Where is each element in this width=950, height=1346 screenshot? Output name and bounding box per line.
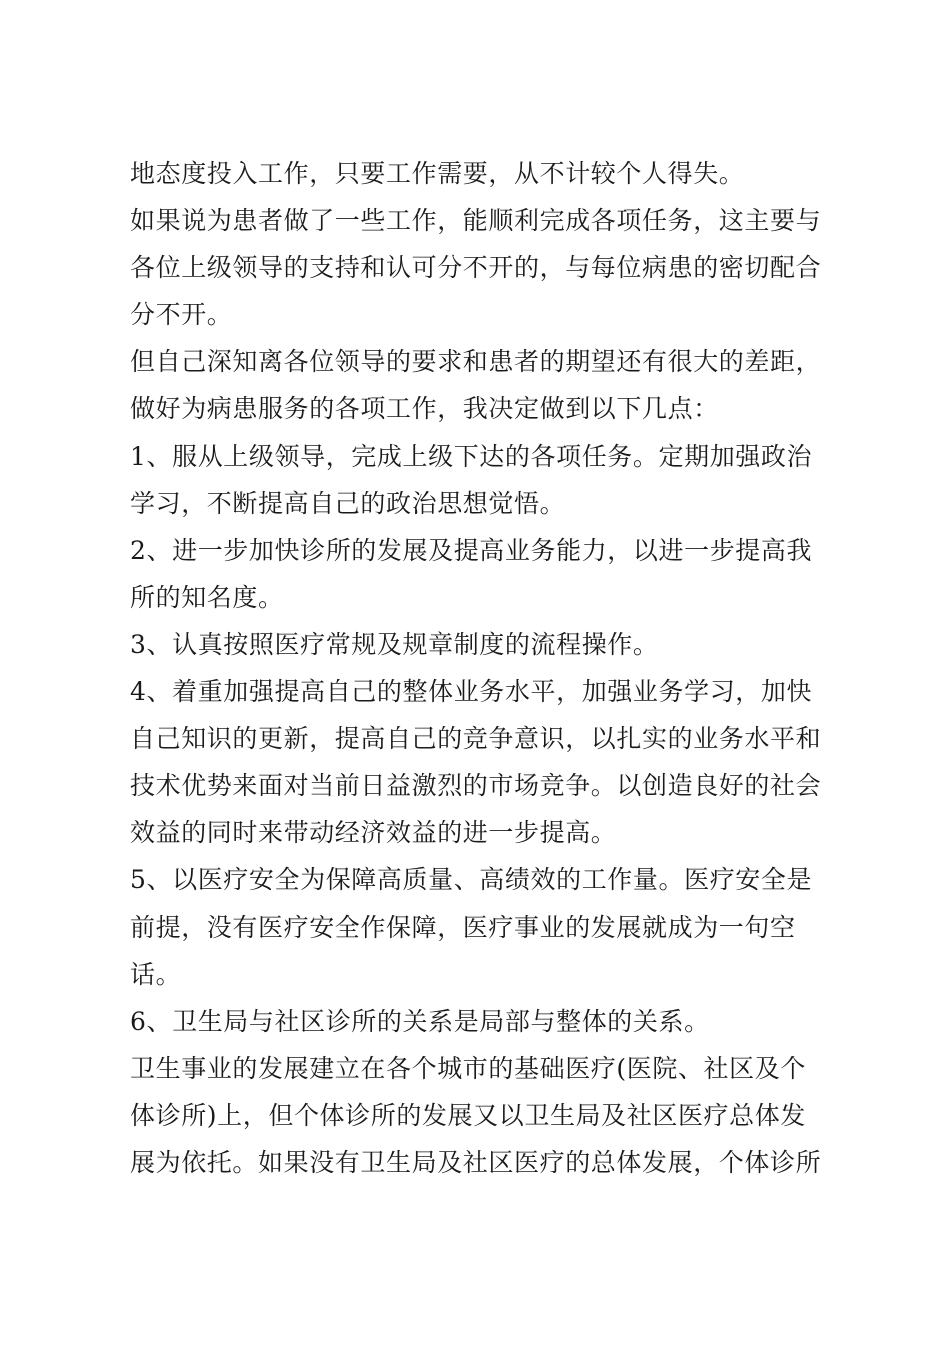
text-line: 前提，没有医疗安全作保障，医疗事业的发展就成为一句空 xyxy=(130,912,796,942)
text-line: 如果说为患者做了一些工作，能顺利完成各项任务，这主要与 xyxy=(130,206,822,236)
list-item-5 xyxy=(130,856,830,997)
text-line: 但自己深知离各位领导的要求和患者的期望还有很大的差距， xyxy=(130,347,822,377)
text-line: 4、着重加强提高自己的整体业务水平，加强业务学习，加快 xyxy=(130,677,813,707)
text-line: 各位上级领导的支持和认可分不开的，与每位病患的密切配合 xyxy=(130,253,822,283)
text-line: 自己知识的更新，提高自己的竞争意识，以扎实的业务水平和 xyxy=(130,724,822,754)
text-line: 话。 xyxy=(130,959,182,989)
text-line: 分不开。 xyxy=(130,300,233,330)
text-line: 1、服从上级领导，完成上级下达的各项任务。定期加强政治 xyxy=(130,441,813,471)
list-item-3 xyxy=(130,621,830,668)
text-line: 卫生事业的发展建立在各个城市的基础医疗(医院、社区及个 xyxy=(130,1053,806,1083)
text-line: 2、进一步加快诊所的发展及提高业务能力，以进一步提高我 xyxy=(130,535,813,565)
list-item-6 xyxy=(130,998,830,1045)
text-line: 5、以医疗安全为保障高质量、高绩效的工作量。医疗安全是 xyxy=(130,865,813,895)
paragraph-final xyxy=(130,1045,830,1186)
list-item-4 xyxy=(130,668,830,856)
text-line: 体诊所)上，但个体诊所的发展又以卫生局及社区医疗总体发 xyxy=(130,1100,806,1130)
paragraph-1 xyxy=(130,150,830,197)
list-item-1 xyxy=(130,433,830,527)
text-line: 学习，不断提高自己的政治思想觉悟。 xyxy=(130,488,566,518)
document-body xyxy=(130,150,830,1186)
list-item-2 xyxy=(130,527,830,621)
text-line: 技术优势来面对当前日益激烈的市场竞争。以创造良好的社会 xyxy=(130,771,822,801)
text-line: 做好为病患服务的各项工作，我决定做到以下几点： xyxy=(130,394,719,424)
paragraph-3 xyxy=(130,338,830,432)
text-line: 6、卫生局与社区诊所的关系是局部与整体的关系。 xyxy=(130,1006,710,1036)
text-line: 所的知名度。 xyxy=(130,582,284,612)
text-line: 地态度投入工作，只要工作需要，从不计较个人得失。 xyxy=(130,159,745,188)
paragraph-2 xyxy=(130,197,830,338)
text-line: 3、认真按照医疗常规及规章制度的流程操作。 xyxy=(130,629,659,659)
text-line: 效益的同时来带动经济效益的进一步提高。 xyxy=(130,818,617,848)
text-line: 展为依托。如果没有卫生局及社区医疗的总体发展，个体诊所 xyxy=(130,1147,822,1177)
